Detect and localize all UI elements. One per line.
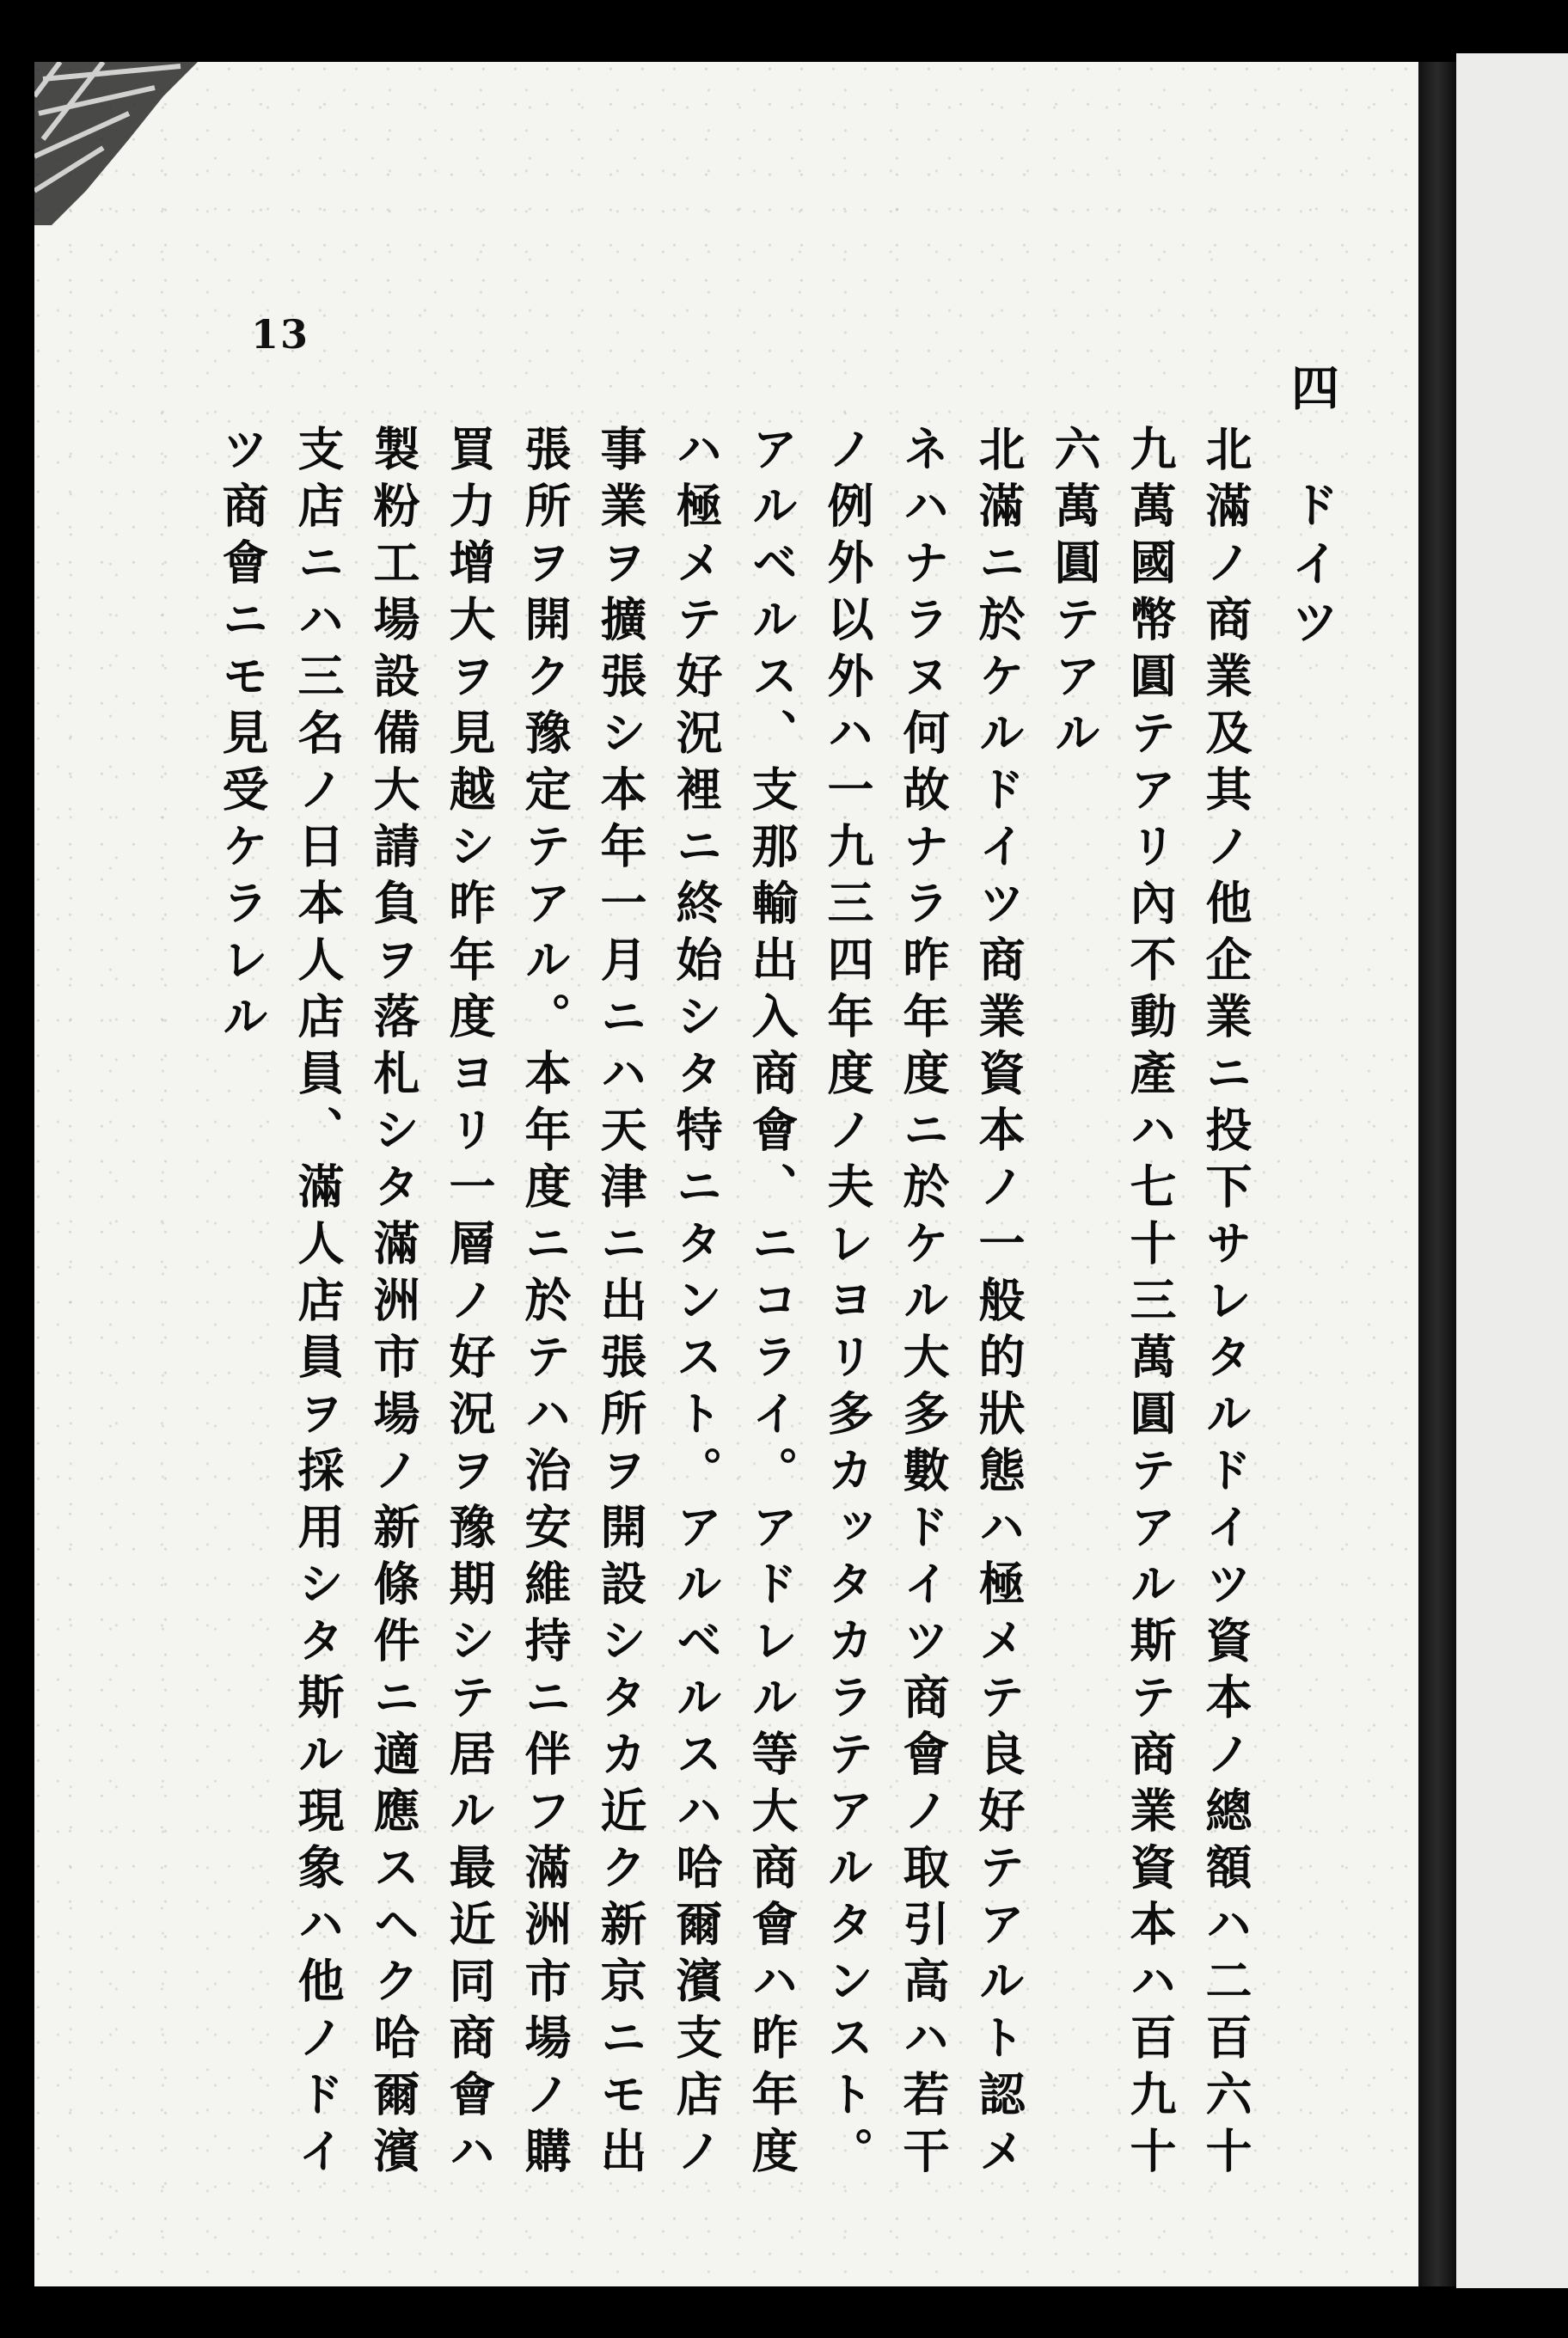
text-line: 九萬國幣圓テアリ內不動產ハ七十三萬圓テアル斯テ商業資本ハ百九十	[1123, 425, 1178, 2183]
adjacent-page-edge	[1456, 53, 1568, 2288]
text-line: 張所ヲ開ク豫定テアル。本年度ニ於テハ治安維持ニ伴フ滿洲市場ノ購	[518, 425, 573, 2183]
text-line: 支店ニハ三名ノ日本人店員、滿人店員ヲ採用シタ斯ル現象ハ他ノドイ	[291, 425, 346, 2183]
section-heading: 四 ドイツ	[1283, 363, 1340, 655]
document-page	[34, 62, 1418, 2286]
text-line: ハ極メテ好況裡ニ終始シタ特ニタンスト。アルベルスハ哈爾濱支店ノ	[669, 425, 724, 2183]
text-line: 北滿ノ商業及其ノ他企業ニ投下サレタルドイツ資本ノ總額ハ二百六十	[1198, 425, 1253, 2183]
text-line: 買力增大ヲ見越シ昨年度ヨリ一層ノ好況ヲ豫期シテ居ル最近同商會ハ	[442, 425, 497, 2183]
corner-ink-mark	[34, 62, 215, 225]
text-line: アルベルス、支那輸出入商會、ニコライ。アドレル等大商會ハ昨年度	[744, 425, 799, 2183]
text-line: ノ例外以外ハ一九三四年度ノ夫レヨリ多カッタカラテアルタンスト。	[820, 425, 875, 2183]
text-line: 製粉工場設備大請負ヲ落札シタ滿洲市場ノ新條件ニ適應スヘク哈爾濱	[366, 425, 421, 2183]
text-line: 事業ヲ擴張シ本年一月ニハ天津ニ出張所ヲ開設シタカ近ク新京ニモ出	[593, 425, 648, 2183]
text-line: ネハナラヌ何故ナラ昨年度ニ於ケル大多數ドイツ商會ノ取引高ハ若干	[896, 425, 951, 2183]
text-line: ツ商會ニモ見受ケラレル	[215, 425, 270, 1049]
book-spine-shadow	[1418, 62, 1456, 2286]
text-line: 北滿ニ於ケルドイツ商業資本ノ一般的狀態ハ極メテ良好テアルト認メ	[971, 425, 1026, 2183]
text-line: 六萬圓テアル	[1047, 425, 1102, 765]
vertical-text-body	[205, 363, 1350, 2219]
page-number: 13	[251, 311, 310, 358]
